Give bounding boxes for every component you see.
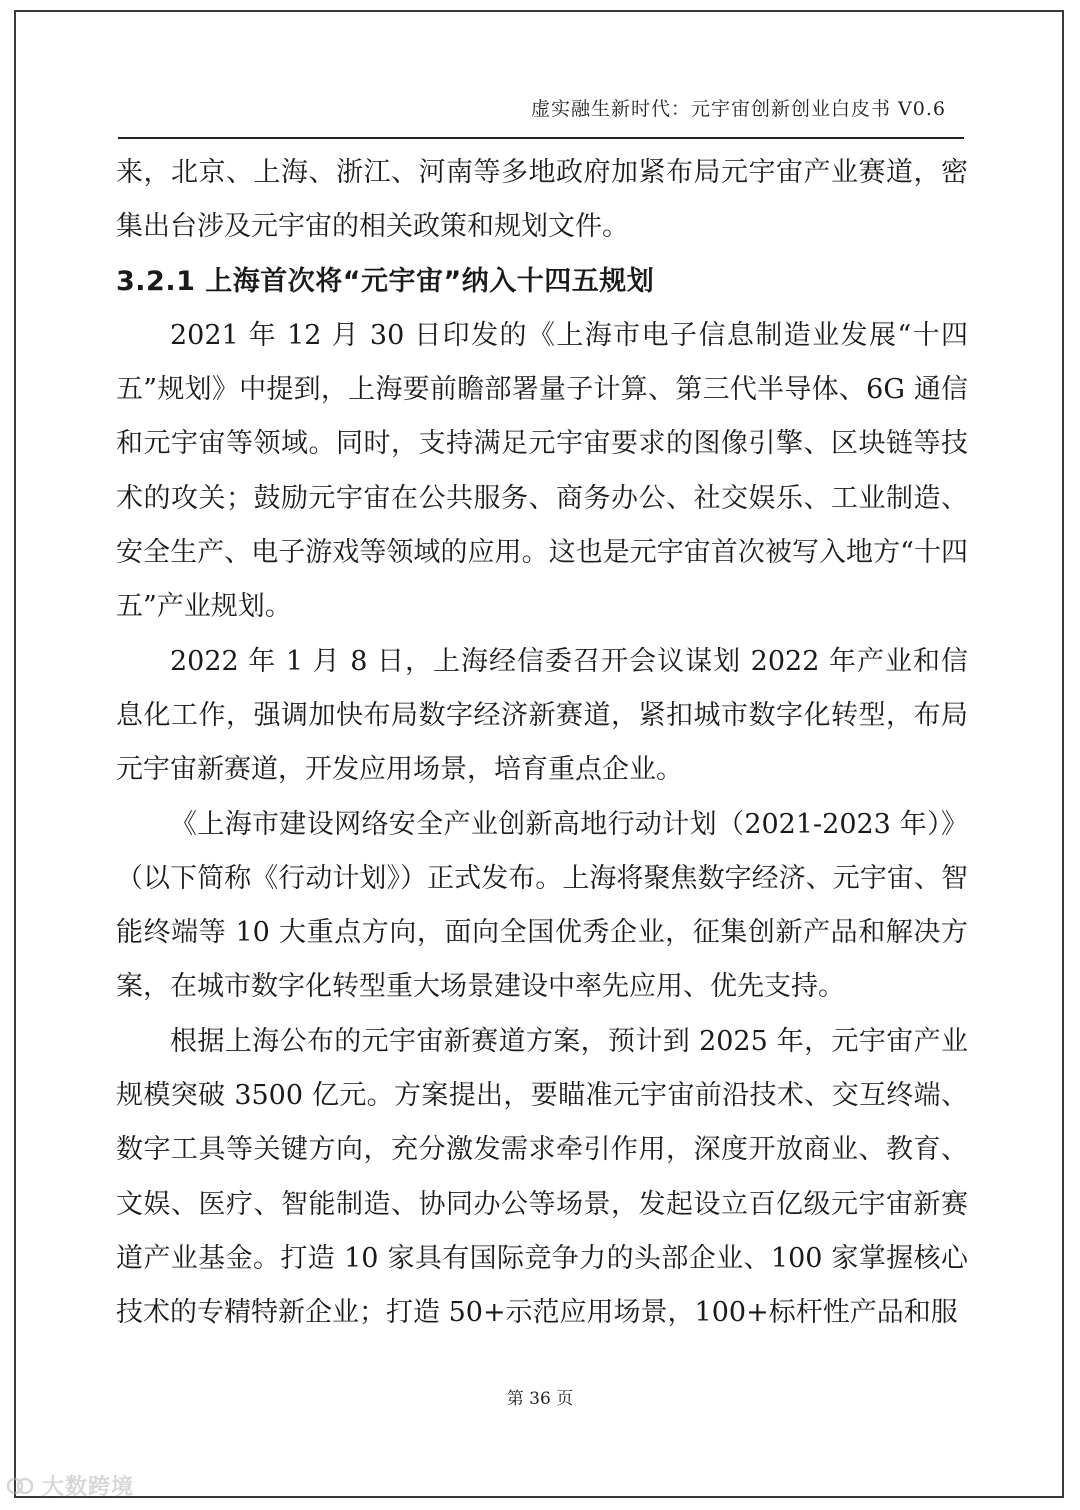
- body-paragraph: 2022 年 1 月 8 日，上海经信委召开会议谋划 2022 年产业和信息化工作，强调加快布局数字经济新赛道，紧扣城市数字化转型，布局元宇宙新赛道，开发应用场景，培育重点企业。: [116, 645, 968, 786]
- section-heading: 3.2.1 上海首次将“元宇宙”纳入十四五规划: [116, 265, 655, 297]
- continuation-paragraph: 来，北京、上海、浙江、河南等多地政府加紧布局元宇宙产业赛道，密集出台涉及元宇宙的相关政策和规划文件。: [116, 157, 968, 243]
- document-body: [116, 146, 968, 1341]
- body-paragraph: 《上海市建设网络安全产业创新高地行动计划（2021-2023 年）》（以下简称《行动计划》）正式发布。上海将聚焦数字经济、元宇宙、智能终端等 10 大重点方向，面向全国优秀企业，征集创新产品和解决方案，在城市数字化转型重大场景建设中率先应用、优先支持。: [116, 808, 968, 1003]
- watermark-text: 大数跨境: [42, 1475, 135, 1500]
- watermark-logo-icon: [6, 1473, 34, 1499]
- running-header: 虚实融生新时代：元宇宙创新创业白皮书 V0.6: [531, 98, 946, 120]
- page-number: 第 36 页: [506, 1389, 574, 1409]
- watermark: [6, 1470, 134, 1501]
- body-paragraph: 根据上海公布的元宇宙新赛道方案，预计到 2025 年，元宇宙产业规模突破 3500 亿元。方案提出，要瞄准元宇宙前沿技术、交互终端、数字工具等关键方向，充分激发需求牵引作用，深度开放商业、教育、文娱、医疗、智能制造、协同办公等场景，发起设立百亿级元宇宙新赛道产业基金。打造 10 家具有国际竞争力的头部企业、100 家掌握核心技术的专精特新企业；打造 50+示范应用场景，100+标杆性产品和服: [116, 1025, 968, 1329]
- header-divider: [118, 137, 964, 139]
- body-paragraph: 2021 年 12 月 30 日印发的《上海市电子信息制造业发展“十四五”规划》中提到，上海要前瞻部署量子计算、第三代半导体、6G 通信和元宇宙等领域。同时，支持满足元宇宙要求的图像引擎、区块链等技术的攻关；鼓励元宇宙在公共服务、商务办公、社交娱乐、工业制造、安全生产、电子游戏等领域的应用。这也是元宇宙首次被写入地方“十四五”产业规划。: [116, 319, 968, 623]
